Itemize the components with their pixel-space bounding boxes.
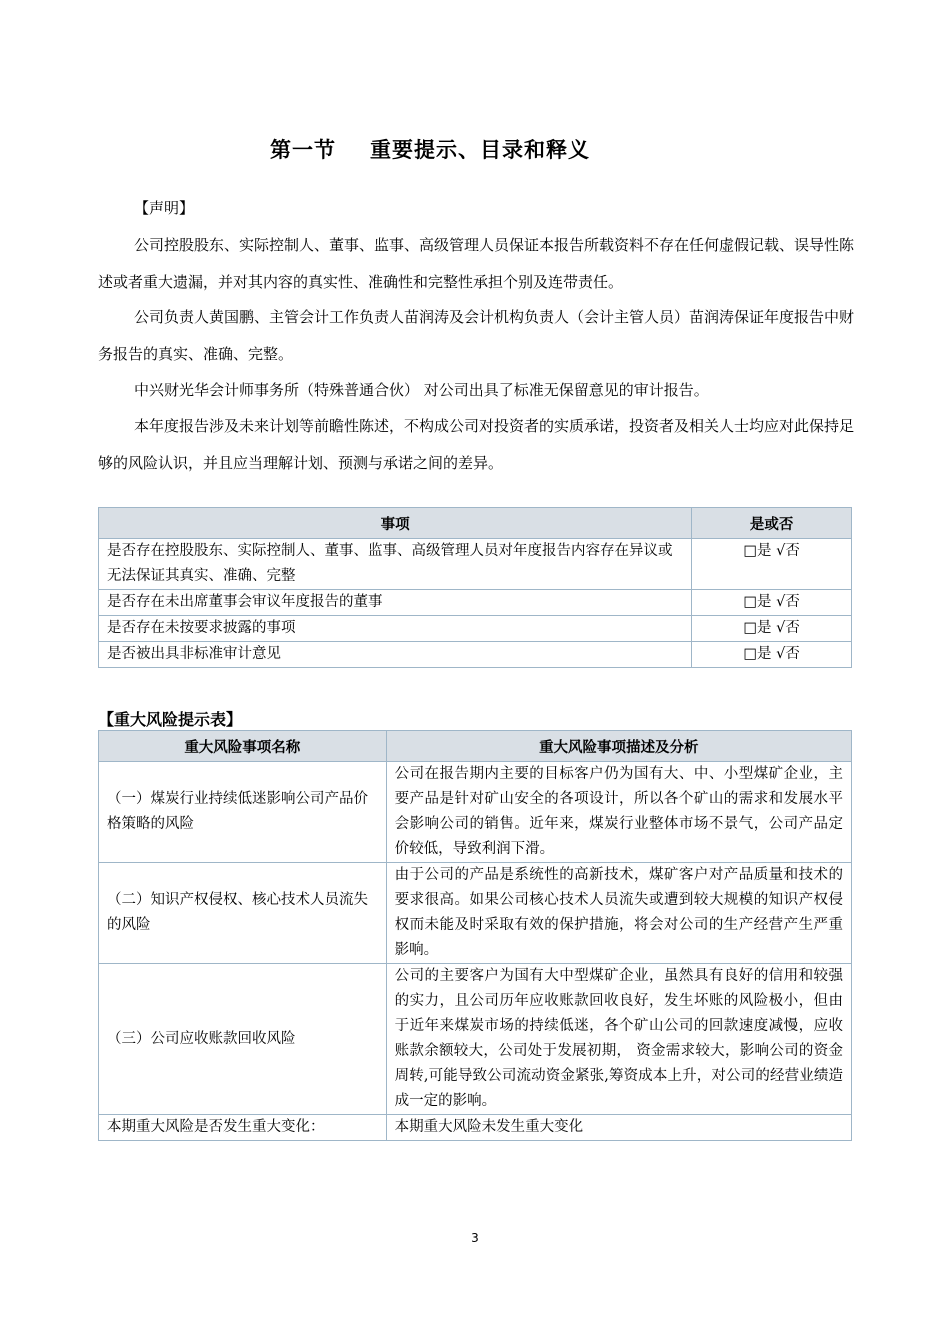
- check-answer: □是 √否: [692, 590, 852, 616]
- section-number: 第一节: [270, 138, 336, 162]
- table-row: [99, 863, 852, 964]
- paragraph-1: 公司控股股东、实际控制人、董事、监事、高级管理人员保证本报告所载资料不存在任何虚假记载、误导性陈述或者重大遗漏，并对其内容的真实性、准确性和完整性承担个别及连带责任。: [98, 236, 855, 291]
- check-answer: □是 √否: [692, 539, 852, 590]
- check-item: 是否存在未出席董事会审议年度报告的董事: [99, 590, 692, 616]
- check-item: 是否被出具非标准审计意见: [99, 642, 692, 668]
- check-answer: □是 √否: [692, 616, 852, 642]
- risk-name: （一）煤炭行业持续低迷影响公司产品价格策略的风险: [99, 762, 387, 863]
- check-table-header-answer: 是或否: [692, 508, 852, 539]
- table-row: [99, 964, 852, 1115]
- risk-name: （二）知识产权侵权、核心技术人员流失的风险: [99, 863, 387, 964]
- risk-desc: 由于公司的产品是系统性的高新技术，煤矿客户对产品质量和技术的要求很高。如果公司核心技术人员流失或遭到较大规模的知识产权侵权而未能及时采取有效的保护措施，将会对公司的生产经营产生严重影响。: [386, 863, 851, 964]
- risk-table-header-desc: 重大风险事项描述及分析: [386, 731, 851, 762]
- table-row: [99, 539, 852, 590]
- check-item: 是否存在未按要求披露的事项: [99, 616, 692, 642]
- check-item: 是否存在控股股东、实际控制人、董事、监事、高级管理人员对年度报告内容存在异议或无法保证其真实、准确、完整: [99, 539, 692, 590]
- risk-change-question: 本期重大风险是否发生重大变化：: [99, 1115, 387, 1141]
- check-table: [98, 507, 852, 668]
- risk-name: （三）公司应收账款回收风险: [99, 964, 387, 1115]
- paragraph-2: 公司负责人黄国鹏、主管会计工作负责人苗润涛及会计机构负责人（会计主管人员）苗润涛保证年度报告中财务报告的真实、准确、完整。: [98, 308, 855, 363]
- table-row: [99, 616, 852, 642]
- table-row: [99, 762, 852, 863]
- risk-desc: 公司的主要客户为国有大中型煤矿企业，虽然具有良好的信用和较强的实力，且公司历年应收账款回收良好，发生坏账的风险极小，但由于近年来煤炭市场的持续低迷，各个矿山公司的回款速度减慢，应收账款余额较大，公司处于发展初期， 资金需求较大，影响公司的资金周转,可能导致公司流动资金紧张,筹资成本上升，对公司的经营业绩造成一定的影响。: [386, 964, 851, 1115]
- risk-table: [98, 730, 852, 1141]
- section-title: [0, 134, 860, 164]
- risk-change-answer: 本期重大风险未发生重大变化: [386, 1115, 851, 1141]
- table-row: [99, 1115, 852, 1141]
- section-heading: 重要提示、目录和释义: [370, 138, 590, 162]
- paragraph-3: 中兴财光华会计师事务所（特殊普通合伙） 对公司出具了标准无保留意见的审计报告。: [134, 381, 709, 399]
- table-row: [99, 590, 852, 616]
- risk-table-heading: 【重大风险提示表】: [98, 710, 243, 729]
- risk-desc: 公司在报告期内主要的目标客户仍为国有大、中、小型煤矿企业，主要产品是针对矿山安全的各项设计，所以各个矿山的需求和发展水平会影响公司的销售。近年来，煤炭行业整体市场不景气，公司产品定价较低，导致利润下滑。: [386, 762, 851, 863]
- table-row: [99, 642, 852, 668]
- statement-label: 【声明】: [134, 199, 195, 217]
- check-answer: □是 √否: [692, 642, 852, 668]
- paragraph-4: 本年度报告涉及未来计划等前瞻性陈述，不构成公司对投资者的实质承诺，投资者及相关人士均应对此保持足够的风险认识，并且应当理解计划、预测与承诺之间的差异。: [98, 417, 855, 472]
- page-number: 3: [471, 1231, 479, 1245]
- risk-table-header-name: 重大风险事项名称: [99, 731, 387, 762]
- check-table-header-item: 事项: [99, 508, 692, 539]
